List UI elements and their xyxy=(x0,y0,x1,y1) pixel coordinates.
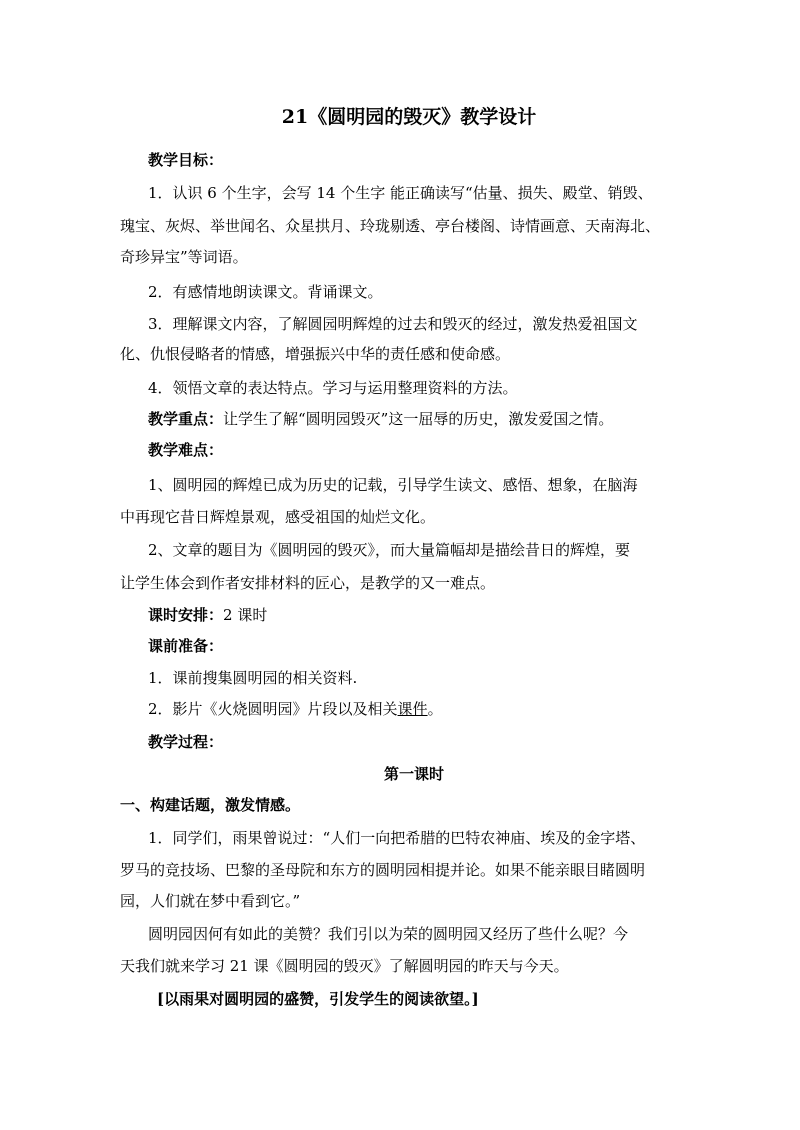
prep-2-end: 。 xyxy=(427,700,443,718)
teaching-note: [以雨果对圆明园的盛赞，引发学生的阅读欲望。] xyxy=(157,990,479,1008)
quote-line-1: 1．同学们，雨果曾说过：“人们一向把希腊的巴特农神庙、埃及的金字塔、 xyxy=(148,829,646,847)
goal-2: 2．有感情地朗读课文。背诵课文。 xyxy=(148,283,383,301)
goal-1-line-2: 瑰宝、灰烬、举世闻名、众星拱月、玲珑剔透、亭台楼阁、诗情画意、天南海北、 xyxy=(120,217,661,235)
prep-2-text: 2．影片《火烧圆明园》片段以及相关 xyxy=(148,700,398,718)
quote-line-3: 园，人们就在梦中看到它。” xyxy=(120,892,301,910)
process-heading: 教学过程： xyxy=(148,733,224,751)
prep-heading: 课前准备： xyxy=(148,637,224,655)
difficulty-2-line-2: 让学生体会到作者安排材料的匠心，是教学的又一难点。 xyxy=(120,574,496,592)
key-point xyxy=(148,408,613,430)
schedule-label: 课时安排： xyxy=(148,606,224,624)
quote-line-2: 罗马的竞技场、巴黎的圣母院和东方的圆明园相提并论。如果不能亲眼目睹圆明 xyxy=(120,861,646,879)
question-line-1: 圆明园因何有如此的美赞？我们引以为荣的圆明园又经历了些什么呢？今 xyxy=(148,925,629,943)
lesson-heading: 第一课时 xyxy=(383,765,444,783)
key-point-text: 让学生了解“圆明园毁灭”这一屈辱的历史，激发爱国之情。 xyxy=(223,410,614,428)
goal-3-line-2: 化、仇恨侵略者的情感，增强振兴中华的责任感和使命感。 xyxy=(120,345,511,363)
prep-1: 1．课前搜集圆明园的相关资料. xyxy=(148,669,358,687)
section-heading: 一、构建话题，激发情感。 xyxy=(120,796,301,814)
difficulty-heading: 教学难点： xyxy=(148,441,224,459)
question-line-2: 天我们就来学习 21 课《圆明园的毁灭》了解圆明园的昨天与今天。 xyxy=(120,957,569,975)
key-point-label: 教学重点： xyxy=(148,410,224,428)
difficulty-1-line-2: 中再现它昔日辉煌景观，感受祖国的灿烂文化。 xyxy=(120,508,436,526)
goals-heading: 教学目标： xyxy=(148,151,224,169)
schedule xyxy=(148,604,267,626)
prep-2 xyxy=(148,698,443,720)
difficulty-1-line-1: 1、圆明园的辉煌已成为历史的记载，引导学生读文、感悟、想象，在脑海 xyxy=(148,476,638,494)
goal-4: 4．领悟文章的表达特点。学习与运用整理资料的方法。 xyxy=(148,379,518,397)
goal-1-line-3: 奇珍异宝”等词语。 xyxy=(120,248,248,266)
courseware-link[interactable]: 课件 xyxy=(397,700,428,718)
document-title: 21《圆明园的毁灭》教学设计 xyxy=(281,106,537,128)
goal-3-line-1: 3．理解课文内容，了解圆园明辉煌的过去和毁灭的经过，激发热爱祖国文 xyxy=(148,315,638,333)
difficulty-2-line-1: 2、文章的题目为《圆明园的毁灭》，而大量篇幅却是描绘昔日的辉煌，要 xyxy=(148,541,631,559)
goal-1-line-1: 1．认识 6 个生字，会写 14 个生字 能正确读写“估量、损失、殿堂、销毁、 xyxy=(148,184,653,202)
schedule-text: 2 课时 xyxy=(223,606,268,624)
